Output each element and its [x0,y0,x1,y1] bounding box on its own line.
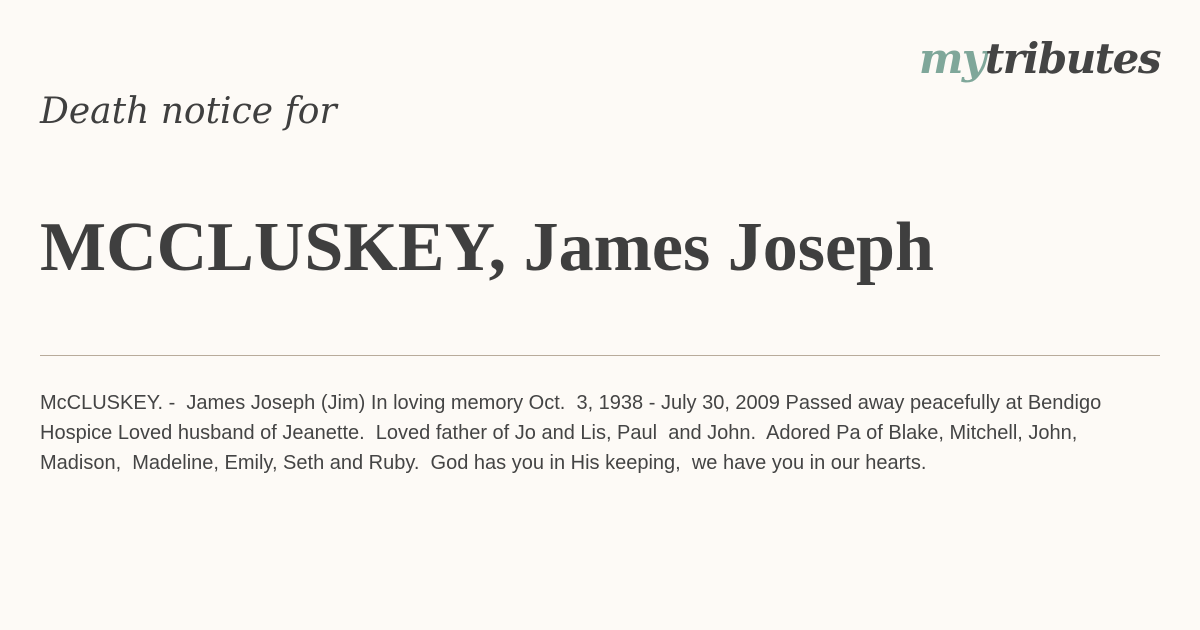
logo-tributes-text: tributes [984,34,1160,83]
logo-my-text: my [918,34,985,83]
divider [40,355,1160,356]
notice-text: McCLUSKEY. - James Joseph (Jim) In loving memory Oct. 3, 1938 - July 30, 2009 Passed away peacefully at Bendigo Hospice Loved husband of Jeanette. Loved father of Jo and Lis, Paul and John. Adored Pa of Blake, Mitchell, John, Madison, Madeline, Emily, Seth and Ruby. God has you in His keeping, we have you in our hearts. [40,392,1107,474]
death-notice-subtitle: Death notice for [40,91,337,132]
mytributes-logo[interactable] [919,34,1160,84]
deceased-name: MCCLUSKEY, James Joseph [40,209,934,286]
